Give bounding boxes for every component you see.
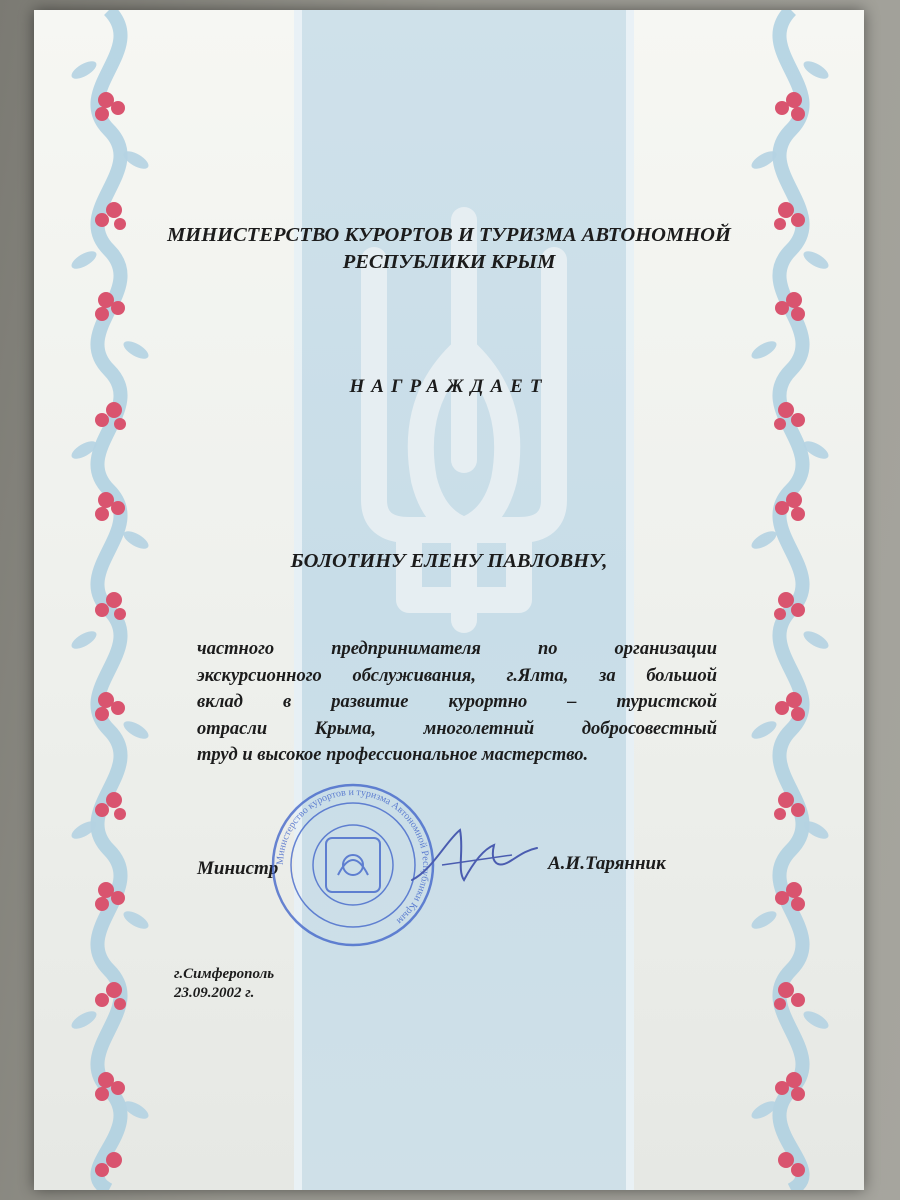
signatory-name: А.И.Тарянник: [548, 853, 666, 874]
ministry-heading: [74, 222, 824, 276]
citation-line: вклад в развитие курортно – туристской: [197, 692, 717, 712]
ministry-line-2: РЕСПУБЛИКИ КРЫМ: [342, 251, 556, 273]
seal-text: Министерство курортов и туризма Автономной Республики Крым: [274, 786, 432, 927]
citation-line: частного предпринимателя по организации: [197, 639, 717, 659]
awards-heading: НАГРАЖДАЕТ: [349, 376, 549, 397]
citation-line: экскурсионного обслуживания, г.Ялта, за большой: [197, 665, 717, 686]
recipient-name: БОЛОТИНУ ЕЛЕНУ ПАВЛОВНУ,: [290, 550, 608, 572]
signature-icon: [402, 810, 542, 900]
citation-line: отрасли Крыма, многолетний добросовестный: [197, 718, 717, 739]
citation-text: [197, 636, 717, 769]
citation-line: труд и высокое профессиональное мастерство.: [197, 745, 589, 765]
city-label: г.Симферополь: [174, 966, 275, 982]
ministry-line-1: МИНИСТЕРСТВО КУРОРТОВ И ТУРИЗМА АВТОНОМНОЙ: [167, 224, 731, 246]
certificate-sheet: [34, 10, 864, 1190]
signatory-title: Министр: [197, 858, 279, 879]
date-label: 23.09.2002 г.: [174, 985, 255, 1001]
certificate-text: [34, 10, 864, 1190]
place-and-date: [174, 965, 274, 1003]
